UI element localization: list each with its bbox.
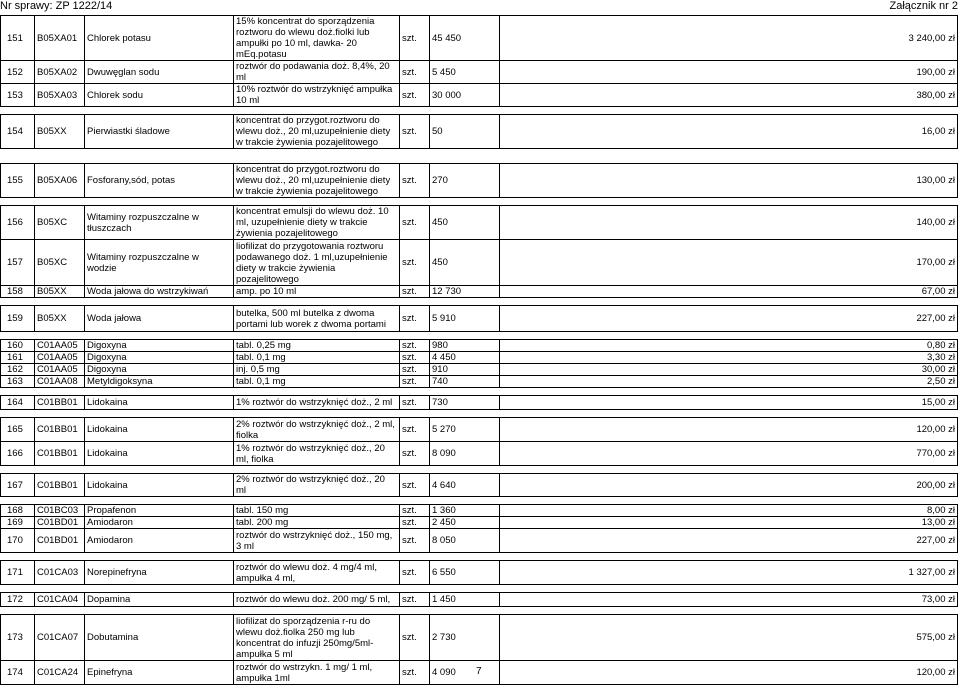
row-spacer (1, 410, 958, 418)
quantity-cell: 8 090 (430, 442, 500, 466)
drug-name-cell: Lidokaina (85, 474, 234, 497)
case-number: Nr sprawy: ZP 1222/14 (0, 0, 113, 12)
dosage-form-cell: tabl. 200 mg (234, 517, 400, 529)
unit-price-cell: 0,80 zł (500, 340, 958, 352)
dosage-form-cell: liofilizat do sporządzenia r-ru do wlewu doż.fiolka 250 mg lub koncentrat do infuzji 250mg/5ml-ampułka 5 ml (234, 615, 400, 661)
table-row (1, 240, 958, 286)
spacer-cell (1, 198, 958, 206)
drug-name-cell: Amiodaron (85, 529, 234, 553)
row-spacer (1, 149, 958, 164)
attachment-label: Załącznik nr 2 (889, 0, 958, 12)
unit-cell: szt. (400, 376, 430, 388)
row-number-cell: 157 (1, 240, 35, 286)
unit-price-cell: 190,00 zł (500, 61, 958, 84)
unit-cell: szt. (400, 561, 430, 585)
spacer-cell (1, 410, 958, 418)
table-row (1, 615, 958, 661)
quantity-cell: 1 360 (430, 505, 500, 517)
unit-price-cell: 120,00 zł (500, 661, 958, 685)
dosage-form-cell: koncentrat do przygot.roztworu do wlewu doż., 20 ml,uzupełnienie diety w trakcie żywienia pozajelitowego (234, 164, 400, 198)
atc-code-cell: B05XX (35, 306, 85, 332)
row-number-cell: 160 (1, 340, 35, 352)
quantity-cell: 4 640 (430, 474, 500, 497)
dosage-form-cell: roztwór do wstrzykn. 1 mg/ 1 ml, ampułka 1ml (234, 661, 400, 685)
row-number-cell: 155 (1, 164, 35, 198)
atc-code-cell: C01AA05 (35, 340, 85, 352)
row-number-cell: 173 (1, 615, 35, 661)
quantity-cell: 730 (430, 396, 500, 410)
row-number-cell: 166 (1, 442, 35, 466)
dosage-form-cell: tabl. 0,1 mg (234, 352, 400, 364)
atc-code-cell: C01BD01 (35, 529, 85, 553)
dosage-form-cell: tabl. 0,1 mg (234, 376, 400, 388)
row-number-cell: 167 (1, 474, 35, 497)
drug-name-cell: Pierwiastki śladowe (85, 115, 234, 149)
atc-code-cell: B05XX (35, 115, 85, 149)
spacer-cell (1, 585, 958, 593)
unit-cell: szt. (400, 364, 430, 376)
dosage-form-cell: roztwór do wlewu doż. 4 mg/4 ml, ampułka 4 ml, (234, 561, 400, 585)
table-row (1, 561, 958, 585)
drug-name-cell: Metyldigoksyna (85, 376, 234, 388)
row-spacer (1, 388, 958, 396)
spacer-cell (1, 149, 958, 164)
quantity-cell: 450 (430, 206, 500, 240)
atc-code-cell: B05XA06 (35, 164, 85, 198)
page-number: 7 (476, 666, 482, 677)
unit-cell: szt. (400, 16, 430, 61)
unit-cell: szt. (400, 306, 430, 332)
dosage-form-cell: koncentrat emulsji do wlewu doż. 10 ml, uzupełnienie diety w trakcie żywienia pozajelitowego (234, 206, 400, 240)
unit-cell: szt. (400, 442, 430, 466)
drug-name-cell: Witaminy rozpuszczalne w tłuszczach (85, 206, 234, 240)
unit-price-cell: 67,00 zł (500, 286, 958, 298)
unit-cell: szt. (400, 474, 430, 497)
quantity-cell: 8 050 (430, 529, 500, 553)
unit-price-cell: 380,00 zł (500, 84, 958, 107)
drug-name-cell: Digoxyna (85, 352, 234, 364)
table-row (1, 286, 958, 298)
unit-cell: szt. (400, 593, 430, 607)
drug-name-cell: Chlorek sodu (85, 84, 234, 107)
atc-code-cell: C01BB01 (35, 474, 85, 497)
quantity-cell: 5 910 (430, 306, 500, 332)
atc-code-cell: C01BB01 (35, 396, 85, 410)
row-spacer (1, 553, 958, 561)
unit-price-cell: 15,00 zł (500, 396, 958, 410)
drug-name-cell: Dobutamina (85, 615, 234, 661)
row-number-cell: 168 (1, 505, 35, 517)
quantity-cell: 450 (430, 240, 500, 286)
unit-cell: szt. (400, 517, 430, 529)
unit-cell: szt. (400, 286, 430, 298)
dosage-form-cell: roztwór do podawania doż. 8,4%, 20 ml (234, 61, 400, 84)
drug-name-cell: Dwuwęglan sodu (85, 61, 234, 84)
unit-cell: szt. (400, 84, 430, 107)
atc-code-cell: C01CA07 (35, 615, 85, 661)
row-number-cell: 159 (1, 306, 35, 332)
table-row (1, 352, 958, 364)
unit-cell: szt. (400, 396, 430, 410)
table-row (1, 517, 958, 529)
atc-code-cell: C01BC03 (35, 505, 85, 517)
unit-cell: szt. (400, 661, 430, 685)
quantity-cell: 5 270 (430, 418, 500, 442)
unit-price-cell: 16,00 zł (500, 115, 958, 149)
row-number-cell: 170 (1, 529, 35, 553)
unit-price-cell: 170,00 zł (500, 240, 958, 286)
dosage-form-cell: roztwór do wstrzyknięć doż., 150 mg, 3 ml (234, 529, 400, 553)
page-header (0, 0, 960, 14)
unit-cell: szt. (400, 340, 430, 352)
quantity-cell: 6 550 (430, 561, 500, 585)
unit-cell: szt. (400, 164, 430, 198)
table-row (1, 396, 958, 410)
unit-cell: szt. (400, 418, 430, 442)
row-spacer (1, 585, 958, 593)
spacer-cell (1, 553, 958, 561)
unit-cell: szt. (400, 615, 430, 661)
atc-code-cell: B05XC (35, 240, 85, 286)
dosage-form-cell: 1% roztwór do wstrzyknięć doż., 20 ml, fiolka (234, 442, 400, 466)
dosage-form-cell: 2% roztwór do wstrzyknięć doż., 20 ml (234, 474, 400, 497)
atc-code-cell: B05XA01 (35, 16, 85, 61)
price-table (0, 15, 958, 685)
atc-code-cell: B05XA02 (35, 61, 85, 84)
table-row (1, 306, 958, 332)
table-row (1, 206, 958, 240)
unit-price-cell: 227,00 zł (500, 529, 958, 553)
row-number-cell: 162 (1, 364, 35, 376)
spacer-cell (1, 332, 958, 340)
spacer-cell (1, 497, 958, 505)
unit-price-cell: 227,00 zł (500, 306, 958, 332)
row-number-cell: 152 (1, 61, 35, 84)
drug-name-cell: Witaminy rozpuszczalne w wodzie (85, 240, 234, 286)
quantity-cell: 270 (430, 164, 500, 198)
unit-cell: szt. (400, 115, 430, 149)
quantity-cell: 12 730 (430, 286, 500, 298)
quantity-cell: 740 (430, 376, 500, 388)
drug-name-cell: Norepinefryna (85, 561, 234, 585)
row-spacer (1, 198, 958, 206)
atc-code-cell: C01BB01 (35, 442, 85, 466)
drug-name-cell: Woda jałowa (85, 306, 234, 332)
dosage-form-cell: butelka, 500 ml butelka z dwoma portami lub worek z dwoma portami (234, 306, 400, 332)
table-row (1, 442, 958, 466)
spacer-cell (1, 607, 958, 615)
unit-price-cell: 2,50 zł (500, 376, 958, 388)
unit-price-cell: 120,00 zł (500, 418, 958, 442)
row-number-cell: 172 (1, 593, 35, 607)
table-row (1, 529, 958, 553)
table-row (1, 474, 958, 497)
dosage-form-cell: inj. 0,5 mg (234, 364, 400, 376)
table-row (1, 61, 958, 84)
table-row (1, 376, 958, 388)
row-spacer (1, 607, 958, 615)
spacer-cell (1, 388, 958, 396)
atc-code-cell: C01CA04 (35, 593, 85, 607)
atc-code-cell: C01AA05 (35, 352, 85, 364)
row-number-cell: 161 (1, 352, 35, 364)
table-row (1, 364, 958, 376)
row-number-cell: 151 (1, 16, 35, 61)
quantity-cell: 2 730 (430, 615, 500, 661)
spacer-cell (1, 107, 958, 115)
dosage-form-cell: 15% koncentrat do sporządzenia roztworu do wlewu doż.fiolki lub ampułki po 10 ml, dawka- 20 mEq.potasu (234, 16, 400, 61)
table-row (1, 418, 958, 442)
drug-name-cell: Chlorek potasu (85, 16, 234, 61)
drug-name-cell: Digoxyna (85, 364, 234, 376)
dosage-form-cell: 1% roztwór do wstrzyknięć doż., 2 ml (234, 396, 400, 410)
drug-name-cell: Dopamina (85, 593, 234, 607)
row-number-cell: 156 (1, 206, 35, 240)
table-row (1, 115, 958, 149)
quantity-cell: 30 000 (430, 84, 500, 107)
dosage-form-cell: koncentrat do przygot.roztworu do wlewu doż., 20 ml,uzupełnienie diety w trakcie żywienia pozajelitowego (234, 115, 400, 149)
quantity-cell: 5 450 (430, 61, 500, 84)
row-spacer (1, 298, 958, 306)
table-row (1, 505, 958, 517)
row-number-cell: 153 (1, 84, 35, 107)
row-spacer (1, 497, 958, 505)
unit-price-cell: 1 327,00 zł (500, 561, 958, 585)
spacer-cell (1, 298, 958, 306)
drug-name-cell: Digoxyna (85, 340, 234, 352)
dosage-form-cell: tabl. 150 mg (234, 505, 400, 517)
unit-cell: szt. (400, 529, 430, 553)
unit-cell: szt. (400, 240, 430, 286)
unit-price-cell: 130,00 zł (500, 164, 958, 198)
drug-name-cell: Amiodaron (85, 517, 234, 529)
drug-name-cell: Fosforany,sód, potas (85, 164, 234, 198)
quantity-cell: 1 450 (430, 593, 500, 607)
drug-name-cell: Lidokaina (85, 442, 234, 466)
atc-code-cell: B05XC (35, 206, 85, 240)
atc-code-cell: C01BB01 (35, 418, 85, 442)
drug-name-cell: Lidokaina (85, 396, 234, 410)
table-row (1, 16, 958, 61)
unit-price-cell: 13,00 zł (500, 517, 958, 529)
quantity-cell: 910 (430, 364, 500, 376)
dosage-form-cell: 2% roztwór do wstrzyknięć doż., 2 ml, fiolka (234, 418, 400, 442)
row-number-cell: 164 (1, 396, 35, 410)
dosage-form-cell: roztwór do wlewu doż. 200 mg/ 5 ml, (234, 593, 400, 607)
drug-name-cell: Lidokaina (85, 418, 234, 442)
atc-code-cell: B05XX (35, 286, 85, 298)
unit-price-cell: 200,00 zł (500, 474, 958, 497)
unit-price-cell: 140,00 zł (500, 206, 958, 240)
unit-cell: szt. (400, 505, 430, 517)
row-spacer (1, 107, 958, 115)
unit-price-cell: 30,00 zł (500, 364, 958, 376)
row-number-cell: 154 (1, 115, 35, 149)
table-row (1, 340, 958, 352)
spacer-cell (1, 466, 958, 474)
unit-price-cell: 3 240,00 zł (500, 16, 958, 61)
row-number-cell: 174 (1, 661, 35, 685)
table-row (1, 84, 958, 107)
dosage-form-cell: liofilizat do przygotowania roztworu podawanego doż. 1 ml,uzupełnienie diety w trakcie żywienia pozajelitowego (234, 240, 400, 286)
row-number-cell: 171 (1, 561, 35, 585)
row-spacer (1, 466, 958, 474)
row-number-cell: 165 (1, 418, 35, 442)
unit-cell: szt. (400, 206, 430, 240)
unit-cell: szt. (400, 61, 430, 84)
drug-name-cell: Woda jałowa do wstrzykiwań (85, 286, 234, 298)
quantity-cell: 50 (430, 115, 500, 149)
row-number-cell: 169 (1, 517, 35, 529)
quantity-cell: 4 450 (430, 352, 500, 364)
row-spacer (1, 332, 958, 340)
drug-name-cell: Epinefryna (85, 661, 234, 685)
unit-price-cell: 3,30 zł (500, 352, 958, 364)
dosage-form-cell: 10% roztwór do wstrzyknięć ampułka 10 ml (234, 84, 400, 107)
table-row (1, 593, 958, 607)
atc-code-cell: B05XA03 (35, 84, 85, 107)
atc-code-cell: C01AA05 (35, 364, 85, 376)
drug-name-cell: Propafenon (85, 505, 234, 517)
dosage-form-cell: amp. po 10 ml (234, 286, 400, 298)
atc-code-cell: C01CA03 (35, 561, 85, 585)
atc-code-cell: C01BD01 (35, 517, 85, 529)
row-number-cell: 163 (1, 376, 35, 388)
quantity-cell: 2 450 (430, 517, 500, 529)
atc-code-cell: C01CA24 (35, 661, 85, 685)
unit-price-cell: 73,00 zł (500, 593, 958, 607)
unit-price-cell: 8,00 zł (500, 505, 958, 517)
row-number-cell: 158 (1, 286, 35, 298)
quantity-cell: 980 (430, 340, 500, 352)
unit-price-cell: 770,00 zł (500, 442, 958, 466)
table-row (1, 164, 958, 198)
table-body (1, 16, 958, 685)
dosage-form-cell: tabl. 0,25 mg (234, 340, 400, 352)
quantity-cell: 45 450 (430, 16, 500, 61)
unit-price-cell: 575,00 zł (500, 615, 958, 661)
atc-code-cell: C01AA08 (35, 376, 85, 388)
quantity-cell: 4 090 (430, 661, 500, 685)
unit-cell: szt. (400, 352, 430, 364)
